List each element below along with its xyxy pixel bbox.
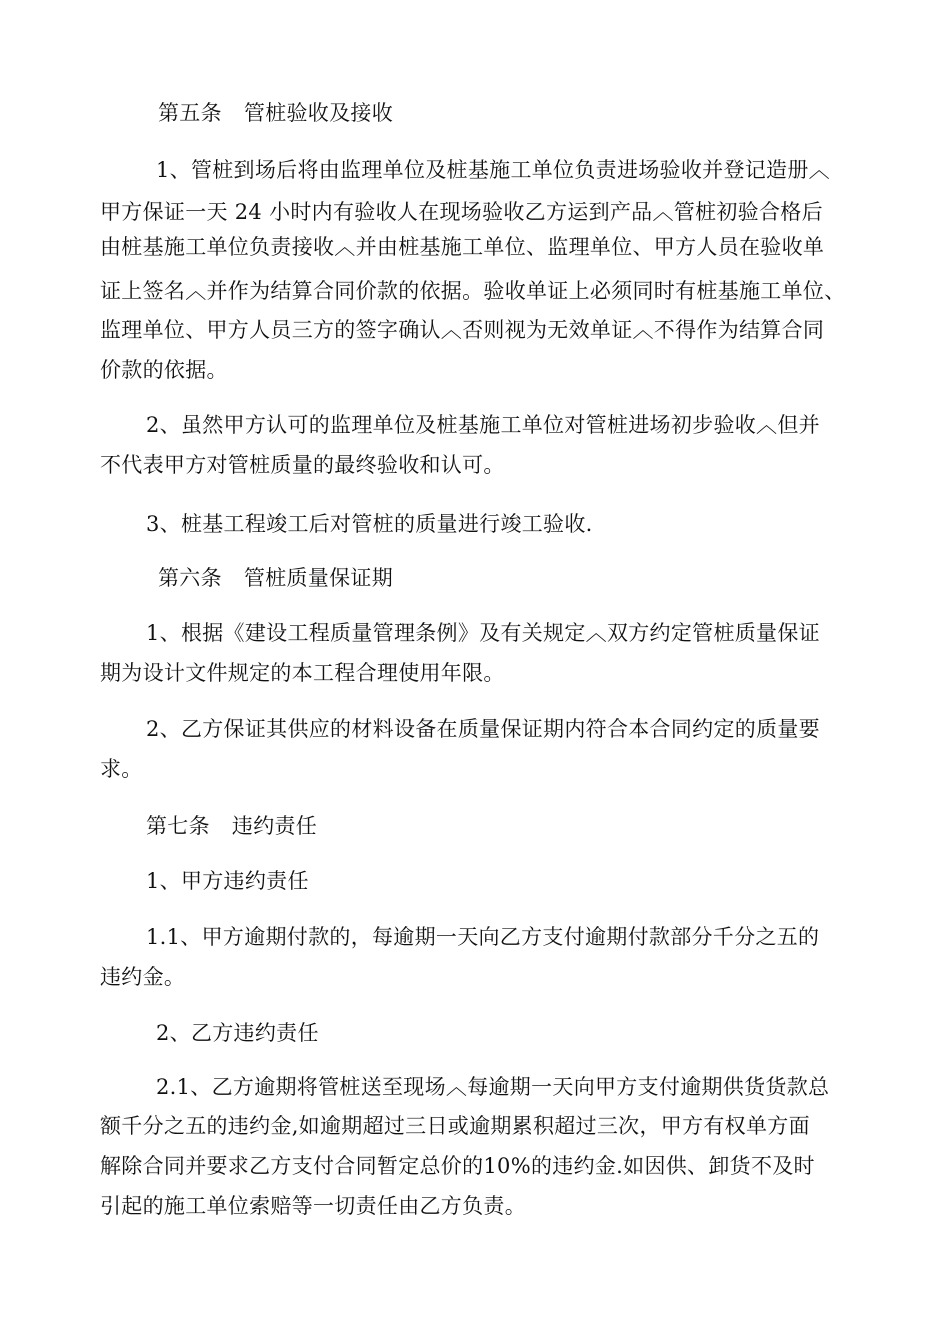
article-6-p2-line-2: 求。 (100, 757, 143, 781)
article-7-heading (146, 811, 317, 841)
article-5-p1-line-1: 1、管桩到场后将由监理单位及桩基施工单位负责进场验收并登记造册︿ (156, 158, 830, 182)
article-7-sub-2: 2、乙方违约责任 (156, 1021, 319, 1045)
article-5-title: 管桩验收及接收 (243, 101, 394, 125)
article-7-p21-line-3: 解除合同并要求乙方支付合同暂定总价的10%的违约金.如因供、卸货不及时 (100, 1154, 815, 1178)
article-5-p1-line-6: 价款的依据。 (100, 358, 228, 382)
article-7-p11-line-1: 1.1、甲方逾期付款的，每逾期一天向乙方支付逾期付款部分千分之五的 (146, 925, 820, 949)
article-7-number: 第七条 (146, 814, 210, 838)
article-6-p1-line-1: 1、根据《建设工程质量管理条例》及有关规定︿双方约定管桩质量保证 (146, 621, 820, 645)
article-7-sub-1: 1、甲方违约责任 (146, 869, 309, 893)
article-5-p2-line-2: 不代表甲方对管桩质量的最终验收和认可。 (100, 453, 505, 477)
article-5-p1-line-2: 甲方保证一天 24 小时内有验收人在现场验收乙方运到产品︿管桩初验合格后 (100, 200, 823, 224)
article-5-number: 第五条 (158, 101, 222, 125)
article-6-p2-line-1: 2、乙方保证其供应的材料设备在质量保证期内符合本合同约定的质量要 (146, 717, 820, 741)
article-7-p21-line-2: 额千分之五的违约金,如逾期超过三日或逾期累积超过三次，甲方有权单方面 (100, 1114, 810, 1138)
article-6-number: 第六条 (158, 566, 222, 590)
article-7-p21-line-1: 2.1、乙方逾期将管桩送至现场︿每逾期一天向甲方支付逾期供货货款总 (156, 1075, 830, 1099)
article-7-title: 违约责任 (231, 814, 318, 838)
article-6-title: 管桩质量保证期 (243, 566, 394, 590)
article-5-p1-line-5: 监理单位、甲方人员三方的签字确认︿否则视为无效单证︿不得作为结算合同 (100, 318, 825, 342)
article-5-p2-line-1: 2、虽然甲方认可的监理单位及桩基施工单位对管桩进场初步验收︿但并 (146, 413, 820, 437)
article-6-p1-line-2: 期为设计文件规定的本工程合理使用年限。 (100, 661, 505, 685)
article-5-p3-line-1: 3、桩基工程竣工后对管桩的质量进行竣工验收. (146, 512, 593, 536)
article-5-heading (158, 98, 393, 128)
article-6-heading (158, 563, 393, 593)
article-5-p1-line-3: 由桩基施工单位负责接收︿并由桩基施工单位、监理单位、甲方人员在验收单 (100, 235, 825, 259)
article-7-p21-line-4: 引起的施工单位索赔等一切责任由乙方负责。 (100, 1194, 526, 1218)
article-7-p11-line-2: 违约金。 (100, 965, 186, 989)
article-5-p1-line-4: 证上签名︿并作为结算合同价款的依据。验收单证上必须同时有桩基施工单位、 (100, 279, 846, 303)
